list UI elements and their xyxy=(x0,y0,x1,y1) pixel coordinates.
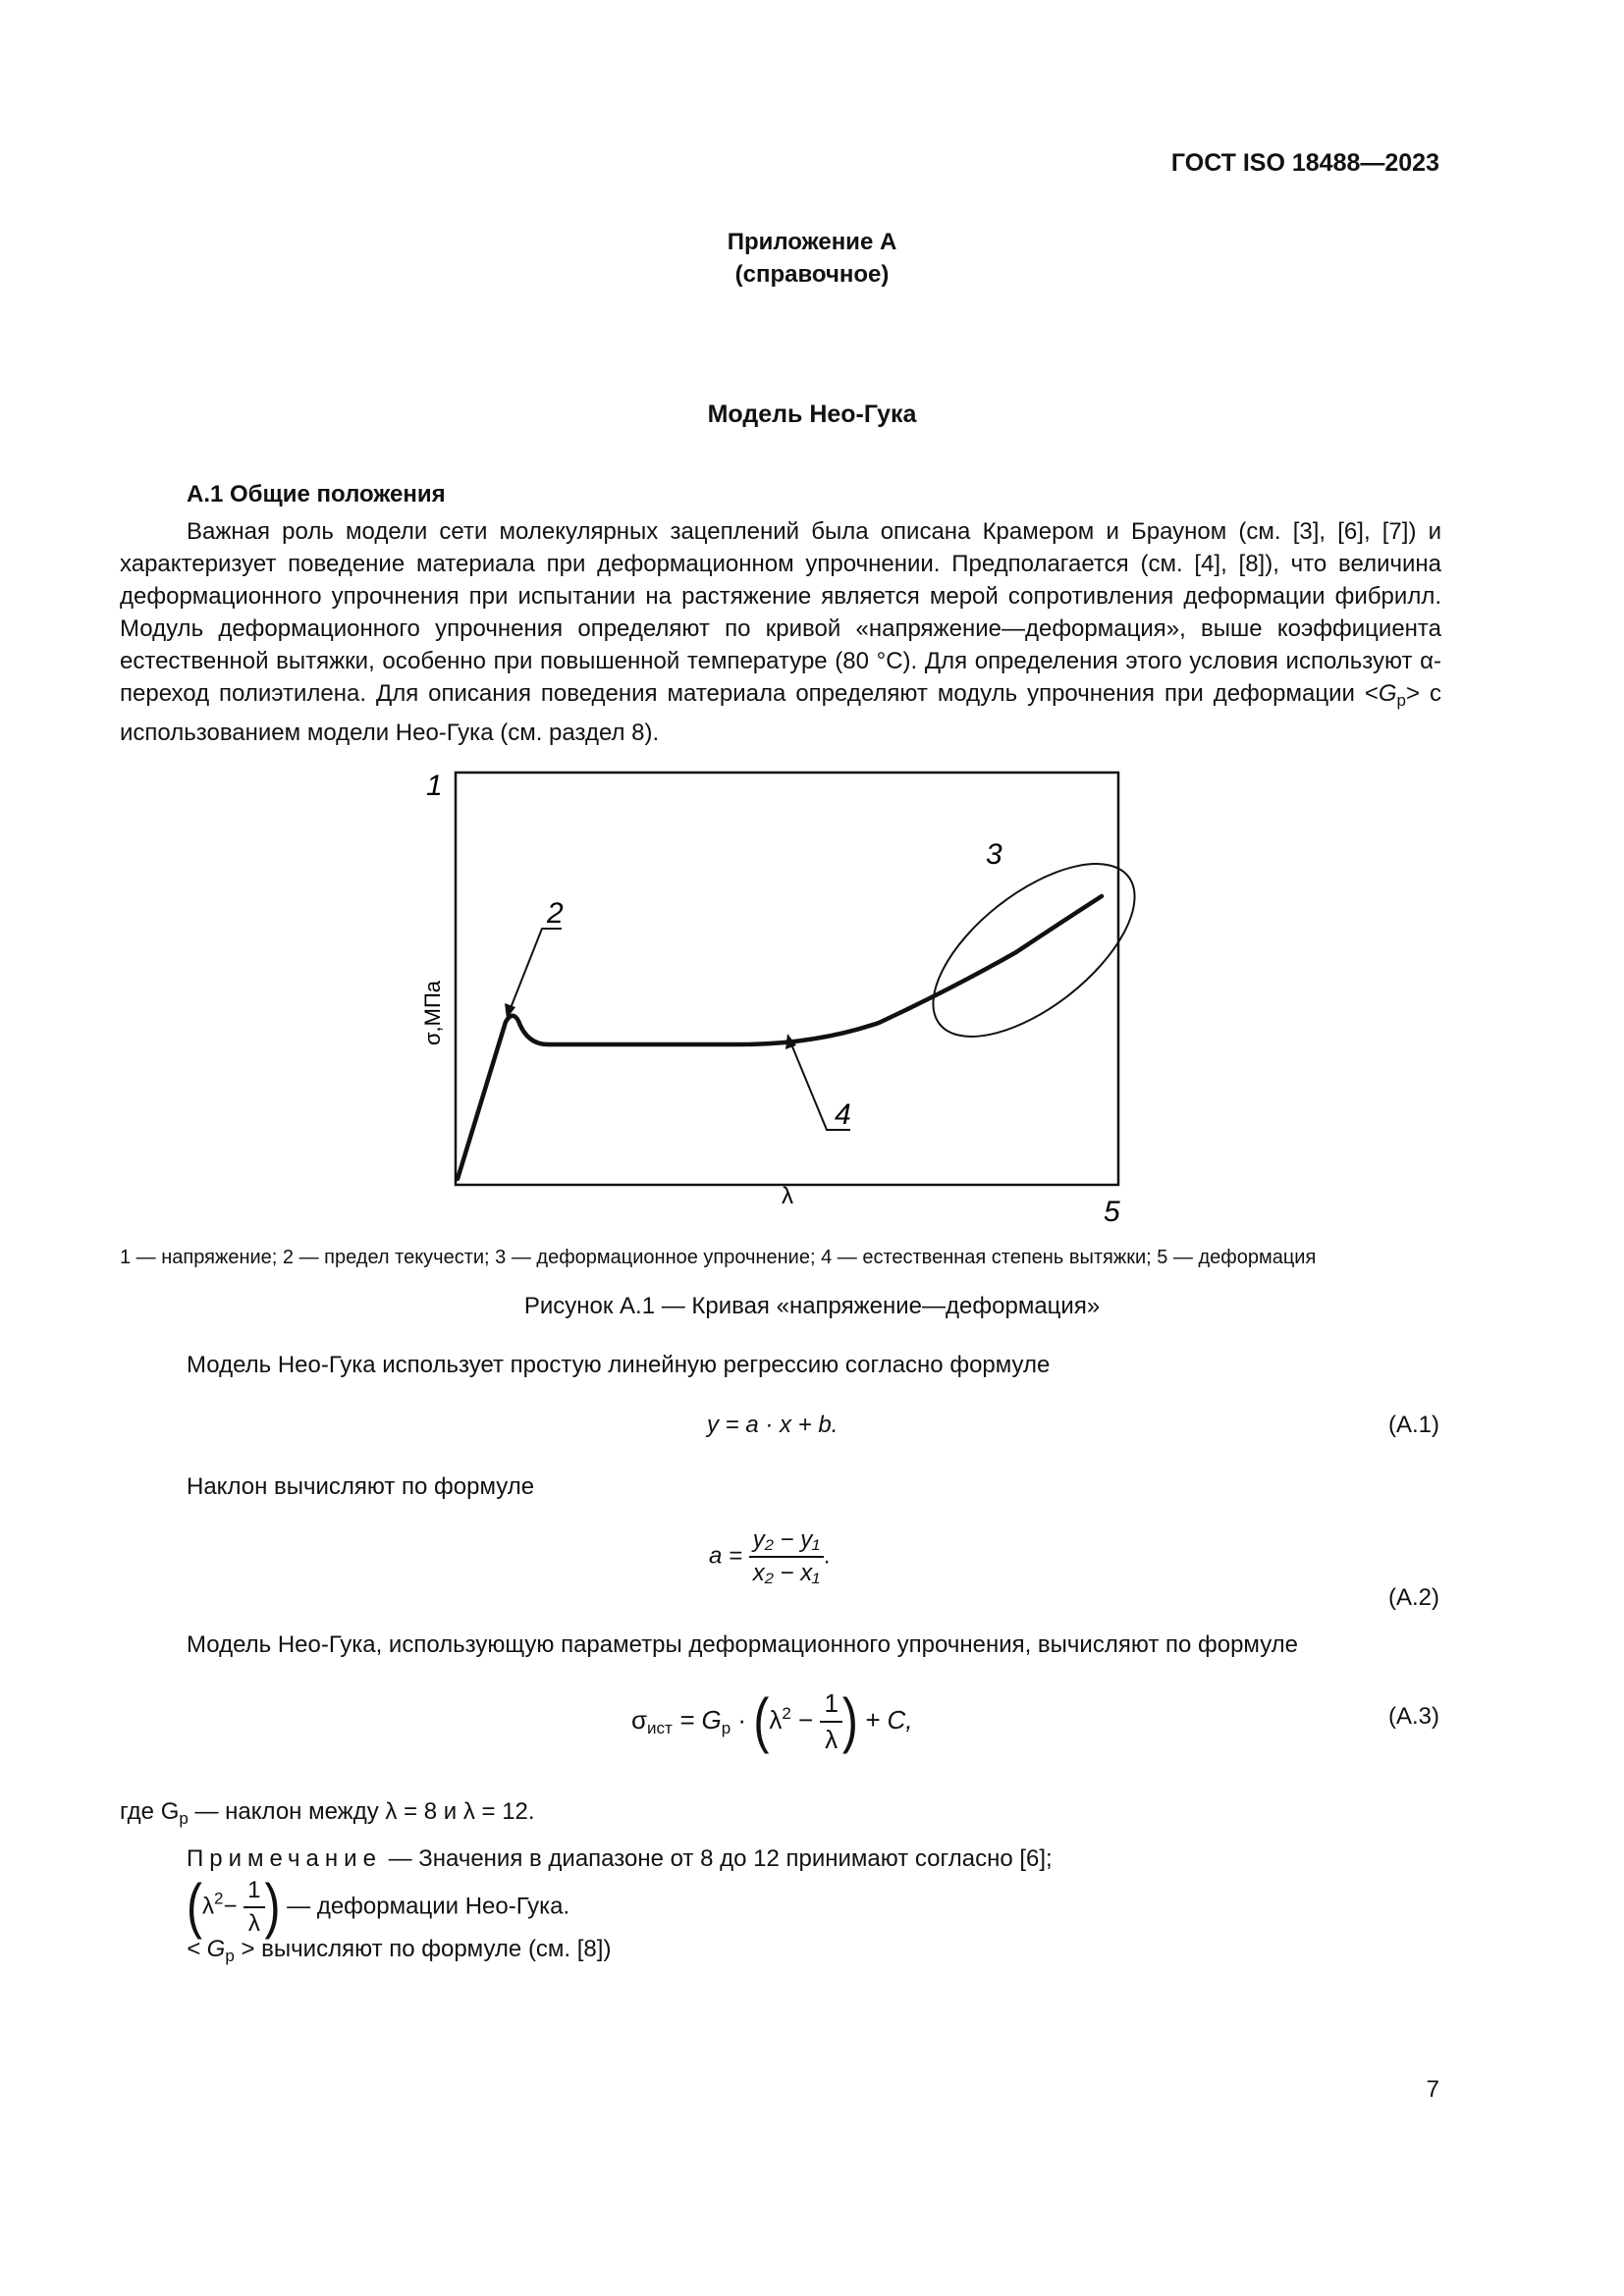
paragraph-symbol-g: G xyxy=(1378,680,1397,707)
figure-label-5: 5 xyxy=(1104,1196,1120,1227)
formula-a3-lambda: λ xyxy=(769,1704,783,1735)
formula-a2-denominator: x₂ − x₁ xyxy=(752,1560,820,1586)
formula-a2-lhs: a = xyxy=(709,1542,743,1570)
where-gp-pre: где G xyxy=(120,1798,180,1825)
formula-a3-tail: + C, xyxy=(865,1704,913,1735)
formula-a3-sigma-sub: ист xyxy=(647,1718,673,1737)
x-axis-label: λ xyxy=(782,1183,793,1209)
where-gp xyxy=(120,1798,535,1829)
section-paragraph xyxy=(120,515,1441,749)
formula-a2-number: (А.2) xyxy=(1387,1584,1439,1611)
text-neo-hooke: Модель Нео-Гука, использующую параметры деформационного упрочнения, вычисляют по формуле xyxy=(187,1631,1299,1658)
formula-a3-lambda-den: λ xyxy=(825,1725,839,1754)
formula-a3-left-paren: ( xyxy=(753,1686,770,1755)
section-heading: А.1 Общие положения xyxy=(187,481,446,507)
figure-label-2: 2 xyxy=(547,897,564,930)
note-lambda-den: λ xyxy=(247,1910,260,1937)
note-line-2-text: — деформации Нео-Гука. xyxy=(287,1893,570,1920)
note-label: Примечание xyxy=(187,1845,382,1872)
where-gp-sub: p xyxy=(179,1809,189,1828)
paragraph-subscript-p: p xyxy=(1396,691,1407,710)
annex-name: Модель Нео-Гука xyxy=(707,400,917,428)
note-power: 2 xyxy=(213,1889,224,1908)
figure-label-1: 1 xyxy=(426,770,443,802)
annex-title: Приложение А xyxy=(727,229,897,255)
formula-a1 xyxy=(707,1412,838,1439)
formula-a3-one: 1 xyxy=(820,1688,841,1723)
figure-label-4: 4 xyxy=(835,1098,851,1131)
formula-a3-dot: · xyxy=(737,1704,747,1735)
formula-a3-power: 2 xyxy=(782,1703,791,1723)
paragraph-text-b: > с использованием модели Нео-Гука (см. раздел 8). xyxy=(120,680,1441,746)
note-line-1-text: — Значения в диапазоне от 8 до 12 принимают согласно [6]; xyxy=(381,1845,1053,1872)
note-lambda: λ xyxy=(201,1893,214,1920)
formula-a3-minus: − xyxy=(798,1704,814,1735)
paragraph-text-a: Важная роль модели сети молекулярных зацеплений была описана Крамером и Брауном (см. [3], [6], [7]) и характеризует поведение материала при деформационном упрочнении. Предполагается (см. [4], [8]), что величина деформационного упрочнения при испытании на растяжение является мерой сопротивления деформации фибрилл. Модуль деформационного упрочнения определяют по кривой «напряжение—деформация», выше коэффициента естественной вытяжки, особенно при повышенной температуре (80 °C). Для определения этого условия используют α-переход полиэтилена. Для описания поведения материала определяют модуль упрочнения при деформации < xyxy=(120,518,1441,707)
note-line-1 xyxy=(187,1845,1053,1873)
leader-line-2 xyxy=(509,929,562,1013)
figure-frame xyxy=(456,773,1118,1185)
where-gp-post: — наклон между λ = 8 и λ = 12. xyxy=(188,1798,535,1825)
note-line-3-sub: p xyxy=(225,1947,235,1965)
y-axis-label: σ,МПа xyxy=(420,980,445,1046)
formula-a3-sigma: σ xyxy=(631,1704,648,1735)
note-fraction xyxy=(244,1877,264,1938)
note-line-3-pre: < G xyxy=(187,1936,226,1962)
figure-caption: Рисунок А.1 — Кривая «напряжение—деформация» xyxy=(523,1293,1101,1319)
page-number: 7 xyxy=(1426,2076,1439,2103)
note-left-paren: ( xyxy=(187,1872,202,1941)
formula-a3-eq: = G xyxy=(679,1704,722,1735)
formula-a2 xyxy=(709,1526,830,1587)
note-right-paren: ) xyxy=(264,1872,281,1941)
document-header: ГОСТ ISO 18488—2023 xyxy=(1170,149,1439,177)
hardening-region-ellipse xyxy=(904,831,1149,1069)
formula-a3-g-sub: p xyxy=(721,1718,731,1737)
formula-a3-fraction xyxy=(820,1688,841,1755)
formula-a3-number: (А.3) xyxy=(1387,1703,1439,1730)
figure-label-3: 3 xyxy=(986,838,1002,871)
formula-a2-end: . xyxy=(823,1542,831,1570)
text-linear-regression: Модель Нео-Гука использует простую линейную регрессию согласно формуле xyxy=(187,1352,1051,1378)
figure-legend: 1 — напряжение; 2 — предел текучести; 3 — деформационное упрочнение; 4 — естественная степень вытяжки; 5 — деформация xyxy=(120,1247,1317,1268)
note-line-3-post: > вычисляют по формуле (см. [8]) xyxy=(234,1936,612,1962)
formula-a1-expression: y = a · x + b. xyxy=(707,1412,839,1438)
formula-a3 xyxy=(631,1688,913,1755)
formula-a2-numerator: y₂ − y₁ xyxy=(749,1526,824,1558)
note-minus: − xyxy=(223,1893,238,1920)
note-line-3 xyxy=(187,1936,611,1966)
stress-strain-figure xyxy=(393,756,1149,1227)
formula-a2-fraction xyxy=(749,1526,824,1587)
formula-a1-number: (А.1) xyxy=(1387,1412,1439,1438)
stress-strain-curve xyxy=(458,896,1102,1179)
formula-a3-right-paren: ) xyxy=(841,1686,858,1755)
note-one: 1 xyxy=(244,1877,264,1908)
text-slope: Наклон вычисляют по формуле xyxy=(187,1473,535,1500)
annex-type: (справочное) xyxy=(734,261,890,288)
note-line-2 xyxy=(187,1872,570,1941)
